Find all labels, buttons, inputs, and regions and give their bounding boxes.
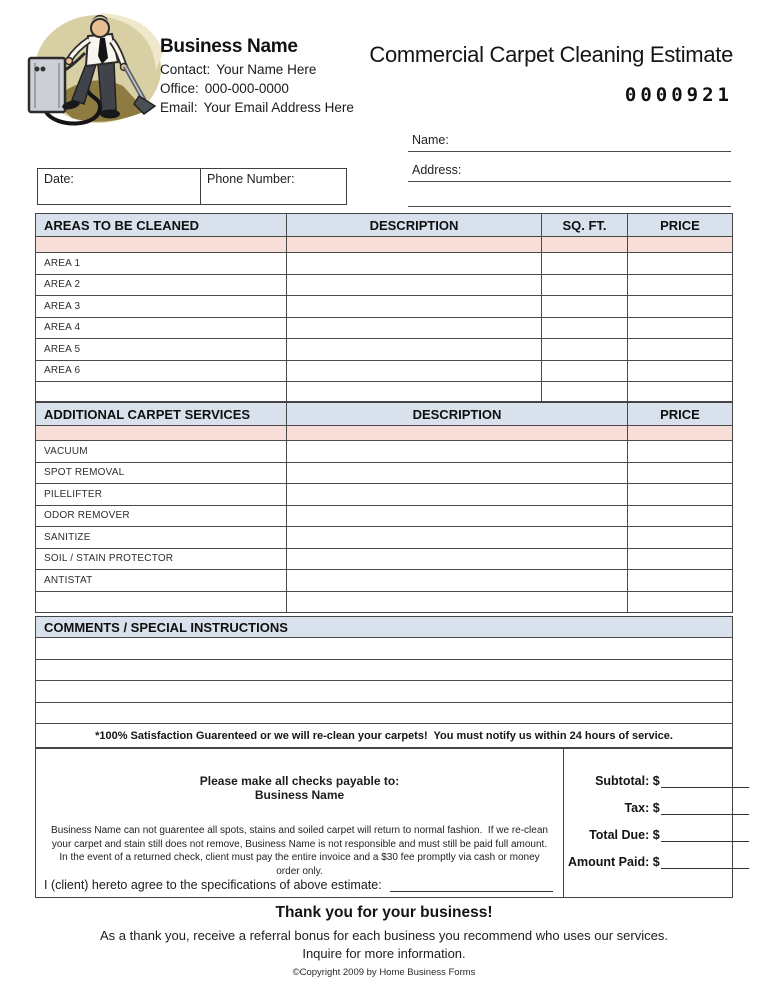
copyright-text: ©Copyright 2009 by Home Business Forms: [292, 967, 476, 978]
area-4-price-cell[interactable]: [627, 318, 732, 339]
office-value: 000-000-0000: [204, 81, 289, 96]
service-vacuum-label: VACUUM: [44, 445, 88, 457]
extra-description-cell[interactable]: [286, 382, 541, 401]
customer-name-field[interactable]: [408, 131, 731, 152]
checks-payable-line: Please make all checks payable to:: [199, 774, 400, 788]
area-2-sqft-cell[interactable]: [541, 275, 627, 296]
spacer-cell: [36, 237, 286, 252]
referral-bonus-text: As a thank you, receive a referral bonus for each business you recommend who uses our services.: [100, 928, 668, 943]
area-row-2: [36, 275, 732, 297]
email-label: Email:: [160, 100, 198, 115]
area-6-price-cell[interactable]: [627, 361, 732, 382]
area-5-sqft-cell[interactable]: [541, 339, 627, 360]
service-soil-stain-protector-price-cell[interactable]: [627, 549, 732, 570]
service-row-sanitize: [36, 527, 732, 549]
payment-left-panel: [36, 748, 564, 897]
area-1-sqft-cell[interactable]: [541, 253, 627, 274]
service-row-soil-stain-protector: [36, 549, 732, 571]
thank-you-heading: Thank you for your business!: [275, 904, 493, 921]
service-row-odor-remover: [36, 506, 732, 528]
comments-line-4[interactable]: [36, 703, 732, 725]
service-row-extra: [36, 592, 732, 613]
amount-paid-row: [568, 855, 749, 869]
service-antistat-label: ANTISTAT: [44, 574, 93, 586]
client-agreement-row: [36, 878, 563, 906]
service-pilelifter-description-cell[interactable]: [286, 484, 627, 505]
comments-line-2[interactable]: [36, 660, 732, 682]
comments-line-3[interactable]: [36, 681, 732, 703]
service-spot-removal-price-cell[interactable]: [627, 463, 732, 484]
spacer-cell: [286, 426, 627, 440]
carpet-cleaner-illustration: [26, 8, 164, 132]
subtotal-row: [568, 774, 749, 788]
description-header: DESCRIPTION: [286, 214, 541, 236]
comments-section: [35, 616, 733, 749]
totals-panel: [564, 748, 755, 897]
service-vacuum-description-cell[interactable]: [286, 441, 627, 462]
area-5-label: AREA 5: [44, 343, 81, 355]
area-4-description-cell[interactable]: [286, 318, 541, 339]
area-4-label: AREA 4: [44, 322, 81, 334]
area-2-label: AREA 2: [44, 279, 81, 291]
area-4-sqft-cell[interactable]: [541, 318, 627, 339]
email-value: Your Email Address Here: [203, 100, 354, 115]
amount-paid-label: Amount Paid: $: [568, 855, 660, 869]
extra-service-price-cell[interactable]: [627, 592, 732, 613]
service-row-pilelifter: [36, 484, 732, 506]
date-phone-box: [37, 168, 347, 205]
extra-sqft-cell[interactable]: [541, 382, 627, 401]
areas-spacer-row: [36, 237, 732, 253]
area-row-3: [36, 296, 732, 318]
amount-paid-amount-line[interactable]: [661, 856, 749, 869]
spacer-cell: [541, 237, 627, 252]
service-odor-remover-label: ODOR REMOVER: [44, 510, 130, 522]
area-5-description-cell[interactable]: [286, 339, 541, 360]
area-3-price-cell[interactable]: [627, 296, 732, 317]
date-label: Date:: [44, 172, 74, 186]
total-due-label: Total Due: $: [589, 828, 660, 842]
tax-row: [568, 801, 749, 815]
area-6-sqft-cell[interactable]: [541, 361, 627, 382]
area-2-price-cell[interactable]: [627, 275, 732, 296]
services-description-header: DESCRIPTION: [286, 403, 627, 425]
service-sanitize-description-cell[interactable]: [286, 527, 627, 548]
phone-number-label: Phone Number:: [207, 172, 295, 186]
subtotal-amount-line[interactable]: [661, 775, 749, 788]
service-odor-remover-description-cell[interactable]: [286, 506, 627, 527]
area-6-label: AREA 6: [44, 365, 81, 377]
spacer-cell: [286, 237, 541, 252]
area-2-description-cell[interactable]: [286, 275, 541, 296]
services-spacer-row: [36, 426, 732, 441]
area-row-extra: [36, 382, 732, 401]
service-soil-stain-protector-label: SOIL / STAIN PROTECTOR: [44, 553, 174, 565]
spacer-cell: [36, 426, 286, 440]
service-row-vacuum: [36, 441, 732, 463]
services-table: [35, 402, 733, 613]
services-header: ADDITIONAL CARPET SERVICES: [44, 406, 251, 422]
area-row-6: [36, 361, 732, 383]
business-name: Business Name: [160, 36, 298, 57]
service-spot-removal-label: SPOT REMOVAL: [44, 467, 125, 479]
comments-header: COMMENTS / SPECIAL INSTRUCTIONS: [36, 617, 732, 638]
spacer-cell: [627, 237, 732, 252]
total-due-amount-line[interactable]: [661, 829, 749, 842]
service-vacuum-price-cell[interactable]: [627, 441, 732, 462]
area-1-description-cell[interactable]: [286, 253, 541, 274]
client-agreement-label: I (client) hereto agree to the specifications of above estimate:: [44, 878, 382, 892]
service-spot-removal-description-cell[interactable]: [286, 463, 627, 484]
date-field[interactable]: [38, 169, 201, 204]
area-5-price-cell[interactable]: [627, 339, 732, 360]
service-row-antistat: [36, 570, 732, 592]
subtotal-label: Subtotal: $: [595, 774, 660, 788]
areas-table-header-row: [36, 214, 732, 237]
services-table-header-row: [36, 403, 732, 426]
service-row-spot-removal: [36, 463, 732, 485]
total-due-row: [568, 828, 749, 842]
area-1-label: AREA 1: [44, 257, 81, 269]
satisfaction-guarantee-text: *100% Satisfaction Guarenteed or we will re-clean your carpets! You must notify us within 24 hours of service.: [95, 730, 673, 742]
contact-label: Contact:: [160, 62, 211, 77]
area-row-4: [36, 318, 732, 340]
service-antistat-price-cell[interactable]: [627, 570, 732, 591]
area-row-5: [36, 339, 732, 361]
service-sanitize-label: SANITIZE: [44, 531, 91, 543]
price-header: PRICE: [627, 214, 732, 236]
document-title: Commercial Carpet Cleaning Estimate: [369, 42, 733, 67]
area-3-label: AREA 3: [44, 300, 81, 312]
contact-value: Your Name Here: [216, 62, 317, 77]
service-sanitize-price-cell[interactable]: [627, 527, 732, 548]
area-row-1: [36, 253, 732, 275]
tax-label: Tax: $: [624, 801, 660, 815]
office-label: Office:: [160, 81, 199, 96]
client-signature-line[interactable]: [390, 878, 553, 892]
sqft-header: SQ. FT.: [541, 214, 627, 236]
service-pilelifter-label: PILELIFTER: [44, 488, 103, 500]
services-price-header: PRICE: [627, 403, 732, 425]
email-line: [160, 100, 410, 115]
checks-payable-business-name: Business Name: [254, 788, 345, 802]
office-line: [160, 81, 410, 96]
spacer-cell: [627, 426, 732, 440]
disclaimer-text: Business Name can not guarentee all spots, stains and soiled carpet will return to normal fashion. If we re-clean your carpet and stain still does not remove, Business Name is not responsible and must still be paid full amount. In the event of a returned check, client must pay the entire invoice and a $30 fee promptly via cash or money order only.: [51, 825, 553, 877]
customer-address-line2-field[interactable]: [408, 186, 731, 207]
inquire-text: Inquire for more information.: [302, 946, 466, 961]
service-odor-remover-price-cell[interactable]: [627, 506, 732, 527]
extra-service-cell[interactable]: [36, 592, 286, 613]
extra-area-cell[interactable]: [36, 382, 286, 401]
comments-line-1[interactable]: [36, 638, 732, 660]
tax-amount-line[interactable]: [661, 802, 749, 815]
customer-address-field[interactable]: [408, 161, 731, 182]
area-3-description-cell[interactable]: [286, 296, 541, 317]
form-number: 0000921: [624, 84, 733, 106]
areas-table: [35, 213, 733, 402]
area-6-description-cell[interactable]: [286, 361, 541, 382]
payment-box: [35, 747, 733, 898]
extra-price-cell[interactable]: [627, 382, 732, 401]
area-3-sqft-cell[interactable]: [541, 296, 627, 317]
service-soil-stain-protector-description-cell[interactable]: [286, 549, 627, 570]
customer-address-label: Address:: [412, 163, 462, 177]
phone-number-field[interactable]: [201, 169, 346, 204]
customer-name-label: Name:: [412, 133, 449, 147]
service-pilelifter-price-cell[interactable]: [627, 484, 732, 505]
carpet-cleaner-clipart-icon: [26, 8, 164, 132]
areas-header: AREAS TO BE CLEANED: [44, 217, 200, 233]
area-1-price-cell[interactable]: [627, 253, 732, 274]
service-antistat-description-cell[interactable]: [286, 570, 627, 591]
extra-service-description-cell[interactable]: [286, 592, 627, 613]
